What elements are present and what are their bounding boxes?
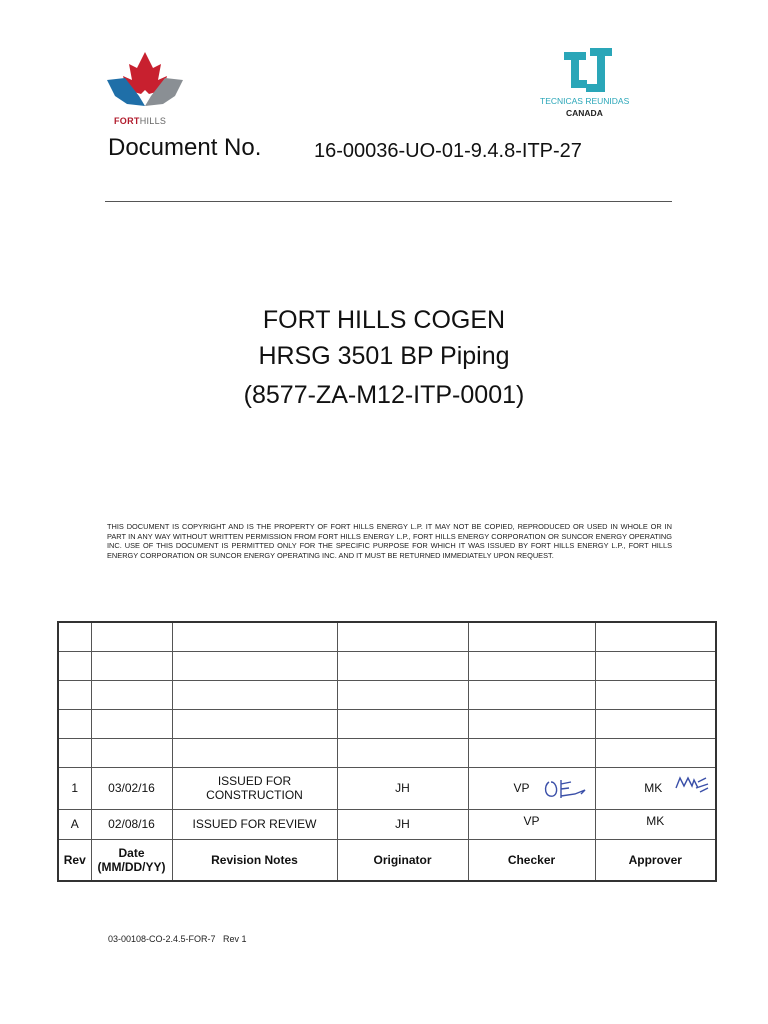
table-cell [91,622,172,651]
rev-cell: 1 [58,767,91,809]
table-cell [172,651,337,680]
table-cell [595,709,716,738]
date-cell: 03/02/16 [91,767,172,809]
title-line-2: HRSG 3501 BP Piping [258,342,510,370]
table-cell [172,709,337,738]
checker-signature-icon [541,776,591,802]
table-cell [468,738,595,767]
table-cell [468,680,595,709]
table-cell [58,709,91,738]
document-number-label: Document No. [108,134,262,161]
originator-cell: JH [337,809,468,839]
approver-initials: MK [644,781,663,795]
notes-cell: ISSUED FOR REVIEW [172,809,337,839]
table-cell [172,680,337,709]
table-row-empty [58,651,716,680]
table-row-empty [58,680,716,709]
checker-cell [468,767,595,809]
document-number-value: 16-00036-UO-01-9.4.8-ITP-27 [314,140,582,162]
table-cell [91,709,172,738]
fort-hills-wordmark: FORTHILLS [114,116,167,126]
tr-company-name: TECNICAS REUNIDAS [540,96,630,106]
header-rev: Rev [58,839,91,881]
table-row-rev-1 [58,767,716,809]
maple-leaf-icon [105,50,185,112]
header-checker: Checker [468,839,595,881]
table-cell [337,709,468,738]
table-cell [595,738,716,767]
table-cell [337,622,468,651]
table-cell [91,738,172,767]
table-header-row [58,839,716,881]
table-cell [91,680,172,709]
table-row-rev-a [58,809,716,839]
header-date-line-1: Date [118,845,145,860]
header-divider [105,201,672,202]
checker-initials: VP [513,781,530,795]
table-cell [58,738,91,767]
title-line-3: (8577-ZA-M12-ITP-0001) [243,381,525,409]
notes-line-1: ISSUED FOR [217,774,292,788]
table-cell [337,738,468,767]
notes-line-2: CONSTRUCTION [206,788,303,802]
revision-table [57,621,717,882]
date-cell: 02/08/16 [91,809,172,839]
header-date-line-2: (MM/DD/YY) [97,859,166,874]
title-line-1: FORT HILLS COGEN [262,306,506,334]
notes-cell [172,767,337,809]
fort-hills-logo [100,50,190,130]
form-code-footer: 03-00108-CO-2.4.5-FOR-7 Rev 1 [108,934,247,944]
table-row-empty [58,709,716,738]
header-originator: Originator [337,839,468,881]
approver-cell: MK [595,809,716,839]
tecnicas-reunidas-logo [530,46,650,124]
table-cell [91,651,172,680]
rev-cell: A [58,809,91,839]
table-cell [595,680,716,709]
originator-cell: JH [337,767,468,809]
checker-cell: VP [468,809,595,839]
table-cell [58,651,91,680]
table-cell [595,622,716,651]
table-row-empty [58,738,716,767]
table-cell [58,680,91,709]
approver-cell [595,767,716,809]
table-cell [468,651,595,680]
table-cell [337,680,468,709]
table-cell [595,651,716,680]
header-approver: Approver [595,839,716,881]
header-notes: Revision Notes [172,839,337,881]
table-cell [337,651,468,680]
table-cell [172,738,337,767]
approver-signature-icon [674,774,710,794]
table-cell [468,709,595,738]
header-date [91,839,172,881]
table-cell [468,622,595,651]
tr-monogram-icon [560,46,616,94]
table-cell [172,622,337,651]
table-row-empty [58,622,716,651]
tr-country: CANADA [566,108,603,118]
table-cell [58,622,91,651]
copyright-notice: THIS DOCUMENT IS COPYRIGHT AND IS THE PROPERTY OF FORT HILLS ENERGY L.P. IT MAY NOT BE COPIED, REPRODUCED OR USED IN WHOLE OR IN PART IN ANY WAY WITHOUT WRITTEN PERMISSION FROM FORT HILLS ENERGY L.P., FORT HILLS ENERGY CORPORATION OR SUNCOR ENERGY OPERATING INC. USE OF THIS DOCUMENT IS PERMITTED ONLY FOR THE SPECIFIC PURPOSE FOR WHICH IT WAS ISSUED BY FORT HILLS ENERGY L.P., FORT HILLS ENERGY CORPORATION OR SUNCOR ENERGY OPERATING INC. AND IT MUST BE RETURNED IMMEDIATELY UPON REQUEST. [107,522,672,560]
